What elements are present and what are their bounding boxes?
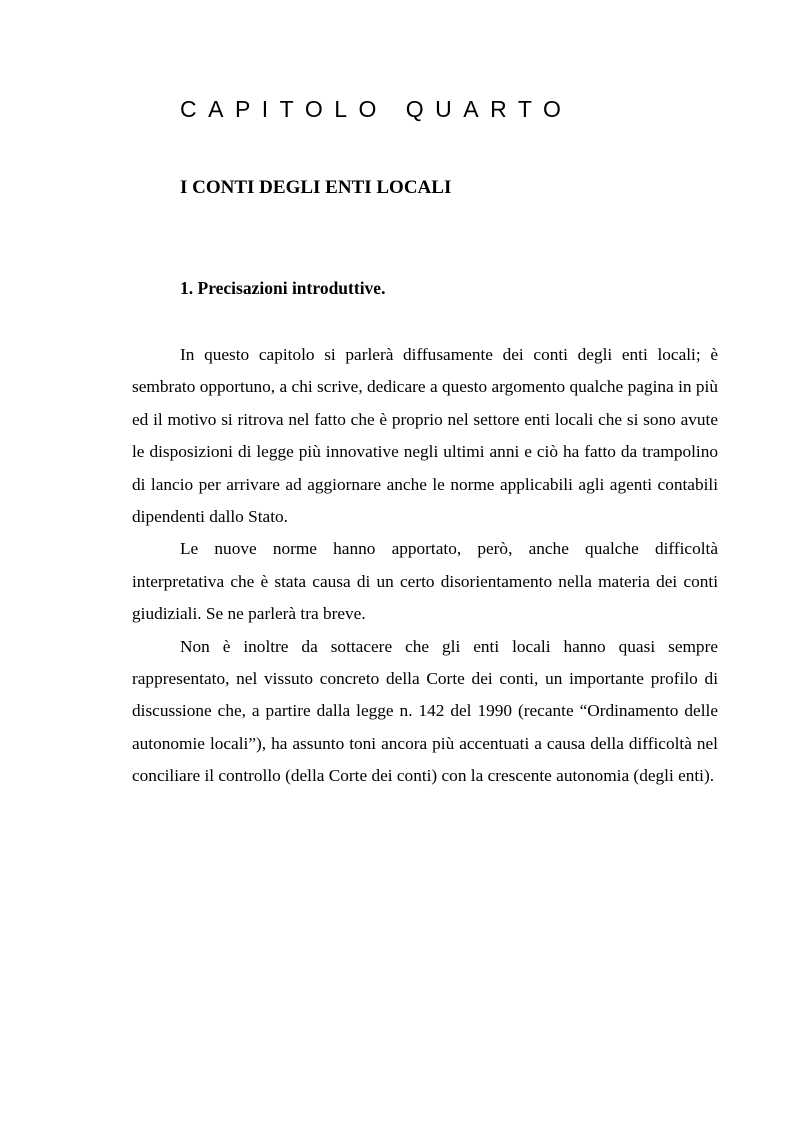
body-text xyxy=(132,339,718,793)
section-heading: 1. Precisazioni introduttive. xyxy=(180,278,386,298)
chapter-subtitle: I CONTI DEGLI ENTI LOCALI xyxy=(180,177,452,198)
paragraph-3: Non è inoltre da sottacere che gli enti locali hanno quasi sempre rappresentato, nel vissuto concreto della Corte dei conti, un importante profilo di discussione che, a partire dalla legge n. 142 del 1990 (recante “Ordinamento delle autonomie locali”), ha assunto toni ancora più accentuati a causa della difficoltà nel conciliare il controllo (della Corte dei conti) con la crescente autonomia (degli enti). xyxy=(132,636,718,786)
chapter-title: CAPITOLO QUARTO xyxy=(180,96,573,122)
paragraph-2: Le nuove norme hanno apportato, però, anche qualche difficoltà interpretativa che è stata causa di un certo disorientamento nella materia dei conti giudiziali. Se ne parlerà tra breve. xyxy=(132,539,718,624)
paragraph-1: In questo capitolo si parlerà diffusamente dei conti degli enti locali; è sembrato opportuno, a chi scrive, dedicare a questo argomento qualche pagina in più ed il motivo si ritrova nel fatto che è proprio nel settore enti locali che si sono avute le disposizioni di legge più innovative negli ultimi anni e ciò ha fatto da trampolino di lancio per arrivare ad aggiornare anche le norme applicabili agli agenti contabili dipendenti dallo Stato. xyxy=(132,345,718,527)
